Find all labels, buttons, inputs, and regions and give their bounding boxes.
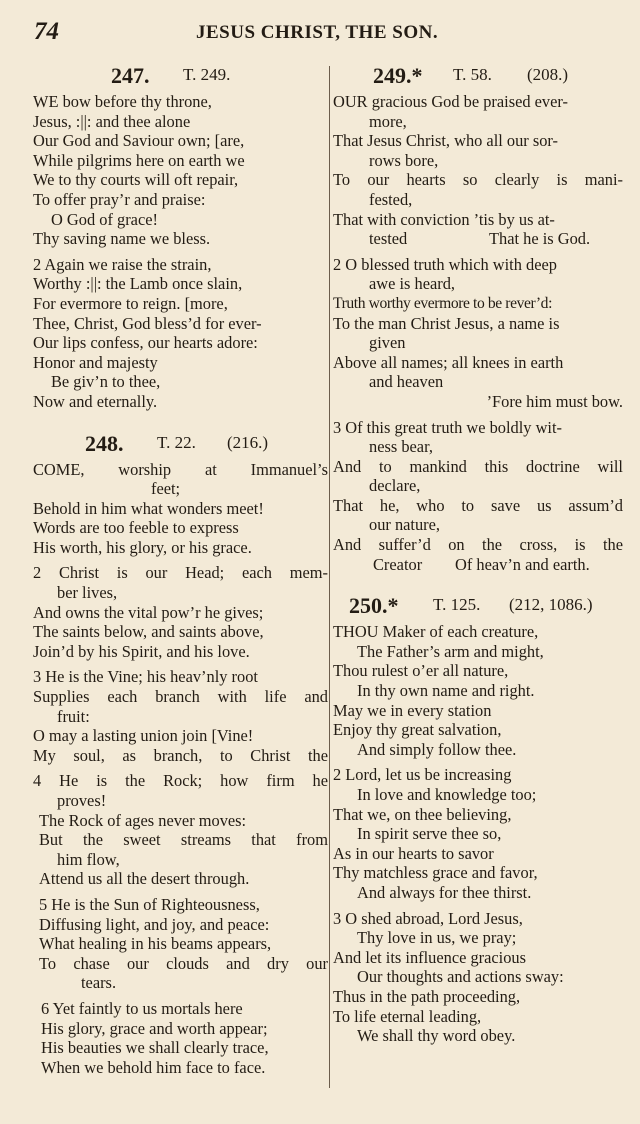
verse-line: our nature, <box>369 515 440 535</box>
verse-line: and heaven <box>369 372 444 392</box>
verse-line: ’Fore him must bow. <box>486 391 623 411</box>
hymn-247 <box>33 58 328 412</box>
verse-line: The saints below, and saints above, <box>33 622 264 642</box>
verse-line: Above all names; all knees in earth <box>333 352 564 372</box>
verse-line: Now and eternally. <box>33 391 158 411</box>
verse-line: His beauties we shall clearly trace, <box>41 1038 269 1058</box>
verse-line: Thus in the path proceeding, <box>333 986 521 1006</box>
verse-line: But the sweet streams that from <box>39 830 328 850</box>
hymn-header <box>33 58 328 92</box>
verse-line: Our thoughts and actions sway: <box>357 967 564 987</box>
verse-line: Join’d by his Spirit, and his love. <box>33 641 250 661</box>
verse-line: Thou rulest o’er all nature, <box>333 661 509 681</box>
verse-line: May we in every station <box>333 700 492 720</box>
hymn-header <box>333 588 623 622</box>
verse-line: Diffusing light, and joy, and peace: <box>39 914 270 934</box>
verse-line: 4 He is the Rock; how firm he <box>33 771 328 791</box>
verse-line: him flow, <box>57 849 120 869</box>
verse-line: And always for thee thirst. <box>357 882 532 902</box>
verse-line: ber lives, <box>57 583 118 603</box>
verse-line: 5 He is the Sun of Righteousness, <box>39 894 260 914</box>
verse-line: Jesus, :||: and thee alone <box>33 111 191 131</box>
verse-line: Thy matchless grace and favor, <box>333 863 538 883</box>
verse-line: That we, on thee believing, <box>333 804 512 824</box>
verse-line: Supplies each branch with life and <box>33 687 328 707</box>
verse-line: In love and knowledge too; <box>357 785 537 804</box>
left-column <box>33 58 328 1077</box>
verse-line: And let its influence gracious <box>333 947 526 967</box>
verse-line: ness bear, <box>369 437 433 457</box>
verse-line: Behold in him what wonders meet! <box>33 498 264 518</box>
verse-line <box>333 555 623 575</box>
verse-line: 2 Again we raise the strain, <box>33 254 212 274</box>
verse-line: tears. <box>81 973 117 993</box>
hymn-248 <box>33 426 328 1078</box>
verse-line: 6 Yet faintly to us mortals here <box>41 998 243 1018</box>
verse-line: Words are too feeble to express <box>33 518 239 538</box>
verse-line: His glory, grace and worth appear; <box>41 1018 268 1038</box>
verse-line: Worthy :||: the Lamb once slain, <box>33 274 243 294</box>
verse-line: O may a lasting union join [Vine! <box>33 726 254 746</box>
verse-line: Thy saving name we bless. <box>33 229 211 249</box>
verse-line: Thy love in us, we pray; <box>357 928 517 948</box>
verse-line: 3 He is the Vine; his heav’nly root <box>33 667 258 687</box>
running-title: JESUS CHRIST, THE SON. <box>196 22 439 43</box>
verse-line: In thy own name and right. <box>357 681 535 701</box>
verse-line: 2 Lord, let us be increasing <box>333 765 512 785</box>
page-number: 74 <box>34 18 59 45</box>
verse-line: 2 Christ is our Head; each mem- <box>33 563 328 583</box>
verse-line: O God of grace! <box>51 209 158 229</box>
verse-line: To the man Christ Jesus, a name is <box>333 313 560 333</box>
verse-line: And simply follow thee. <box>357 739 517 759</box>
verse-line: To chase our clouds and dry our <box>39 953 328 973</box>
cross-refs: (208.) <box>527 65 569 84</box>
hymn-number: 249.* <box>373 63 423 88</box>
verse-line: In spirit serve thee so, <box>357 824 502 844</box>
hymn-250 <box>333 588 623 1045</box>
verse-line: To life eternal leading, <box>333 1006 482 1026</box>
verse-line: Attend us all the desert through. <box>39 869 250 889</box>
verse-line: When we behold him face to face. <box>41 1057 266 1077</box>
verse-line: fruit: <box>57 706 90 726</box>
verse-line: We to thy courts will oft repair, <box>33 170 239 190</box>
verse-line: feet; <box>151 479 181 499</box>
verse-line: Our God and Saviour own; [are, <box>33 131 245 151</box>
verse-line: And suffer’d on the cross, is the <box>333 535 623 555</box>
verse-line: The Father’s arm and might, <box>357 641 544 661</box>
verse-line: To our hearts so clearly is mani- <box>333 170 623 190</box>
verse-line: COME, worship at Immanuel’s <box>33 459 328 479</box>
verse-line-part: tested <box>369 229 408 249</box>
verse-line: As in our hearts to savor <box>333 843 494 863</box>
page-header <box>0 18 640 48</box>
verse-line: given <box>369 333 406 353</box>
cross-refs: (216.) <box>227 432 269 452</box>
verse-line: THOU Maker of each creature, <box>333 622 539 642</box>
verse-line-part: Creator <box>373 554 423 574</box>
verse-line: What healing in his beams appears, <box>39 934 272 954</box>
verse-line: rows bore, <box>369 150 439 170</box>
verse-line: That Jesus Christ, who all our sor- <box>333 131 559 151</box>
verse-line <box>333 229 623 249</box>
cross-refs: (212, 1086.) <box>509 595 593 615</box>
verse-line-part: That he is God. <box>489 229 591 249</box>
verse-line: more, <box>369 111 407 131</box>
verse-line: To offer pray’r and praise: <box>33 189 206 209</box>
verse-line: Thee, Christ, God bless’d for ever- <box>33 313 262 333</box>
verse-line: fested, <box>369 189 413 209</box>
verse-line-part: Of heav’n and earth. <box>455 554 590 574</box>
tune-ref: T. 125. <box>433 595 481 615</box>
verse-line: 2 O blessed truth which with deep <box>333 254 557 274</box>
verse-line: For evermore to reign. [more, <box>33 293 228 313</box>
hymn-number: 250.* <box>349 593 399 619</box>
verse-line: Honor and majesty <box>33 352 158 372</box>
tune-ref: T. 22. <box>157 432 196 452</box>
verse-line: Enjoy thy great salvation, <box>333 720 502 740</box>
hymn-header <box>33 426 328 460</box>
verse-line: While pilgrims here on earth we <box>33 150 245 170</box>
verse-line: And owns the vital pow’r he gives; <box>33 602 264 622</box>
verse-line: My soul, as branch, to Christ the <box>33 745 328 765</box>
tune-ref: T. 249. <box>183 65 231 84</box>
tune-ref: T. 58. <box>453 65 492 84</box>
verse-line: We shall thy word obey. <box>357 1026 516 1046</box>
verse-line: The Rock of ages never moves: <box>39 810 247 830</box>
hymn-header <box>333 58 623 92</box>
verse-line: declare, <box>369 476 421 496</box>
column-divider <box>329 66 330 1088</box>
verse-line: OUR gracious God be praised ever- <box>333 92 568 111</box>
verse-line: And to mankind this doctrine will <box>333 456 623 476</box>
verse-line: Our lips confess, our hearts adore: <box>33 333 258 353</box>
verse-line: 3 Of this great truth we boldly wit- <box>333 417 562 437</box>
verse-line: 3 O shed abroad, Lord Jesus, <box>333 908 523 928</box>
hymn-number: 248. <box>85 430 124 456</box>
verse-line: His worth, his glory, or his grace. <box>33 537 252 557</box>
verse-line: proves! <box>57 791 107 810</box>
hymn-number: 247. <box>111 63 150 88</box>
verse-line: WE bow before thy throne, <box>33 92 212 111</box>
verse-line: Be giv’n to thee, <box>51 372 161 392</box>
verse-line: Truth worthy evermore to be rever’d: <box>333 294 553 312</box>
hymn-249 <box>333 58 623 574</box>
right-column <box>333 58 623 1046</box>
verse-line: awe is heard, <box>369 274 456 294</box>
verse-line: That with conviction ’tis by us at- <box>333 209 555 229</box>
verse-line: That he, who to save us assum’d <box>333 495 623 515</box>
